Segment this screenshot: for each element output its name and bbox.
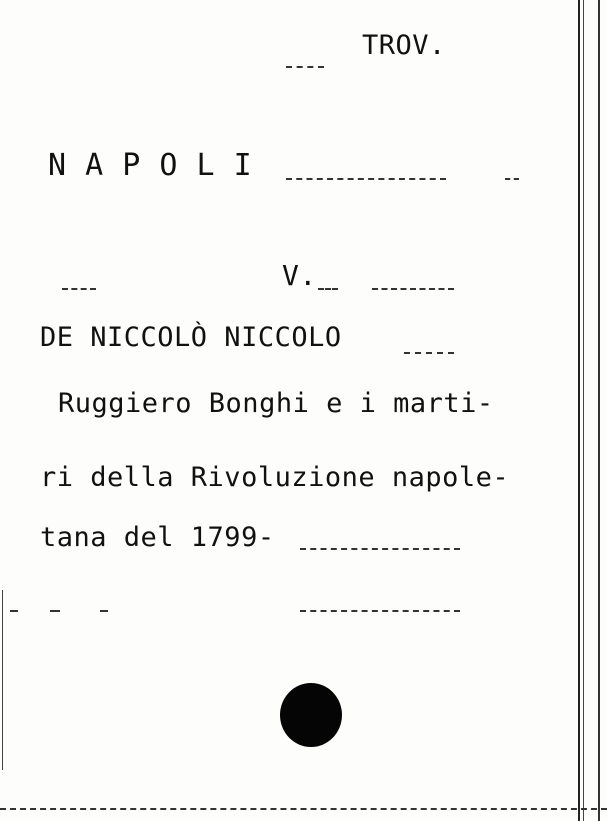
location-mark: TROV.: [362, 30, 446, 61]
scan-edge-right: [578, 0, 584, 821]
title-line-1: Ruggiero Bonghi e i marti-: [58, 388, 494, 419]
scan-edge-bottom: [0, 808, 607, 810]
volume-mark: V.: [282, 259, 317, 292]
punch-hole: [280, 683, 342, 747]
rule-dash: [50, 610, 60, 612]
title-line-3: tana del 1799-: [40, 522, 275, 553]
rule-dash: [318, 288, 338, 290]
rule-dash: [286, 66, 324, 68]
rule-dash: [300, 548, 460, 550]
author-line: DE NICCOLÒ NICCOLO: [40, 322, 342, 353]
rule-dash: [100, 610, 108, 612]
scan-edge-right-outer: [598, 0, 600, 821]
rule-dash: [286, 178, 446, 180]
rule-dash: [505, 178, 519, 180]
city-heading: N A P O L I: [48, 148, 253, 183]
rule-dash: [404, 352, 454, 354]
title-line-2: ri della Rivoluzione napole-: [40, 462, 510, 493]
rule-dash: [372, 288, 454, 290]
rule-dash: [62, 288, 96, 290]
rule-dash: [300, 610, 460, 612]
rule-dash: [10, 610, 18, 612]
scan-edge-left: [2, 590, 3, 770]
